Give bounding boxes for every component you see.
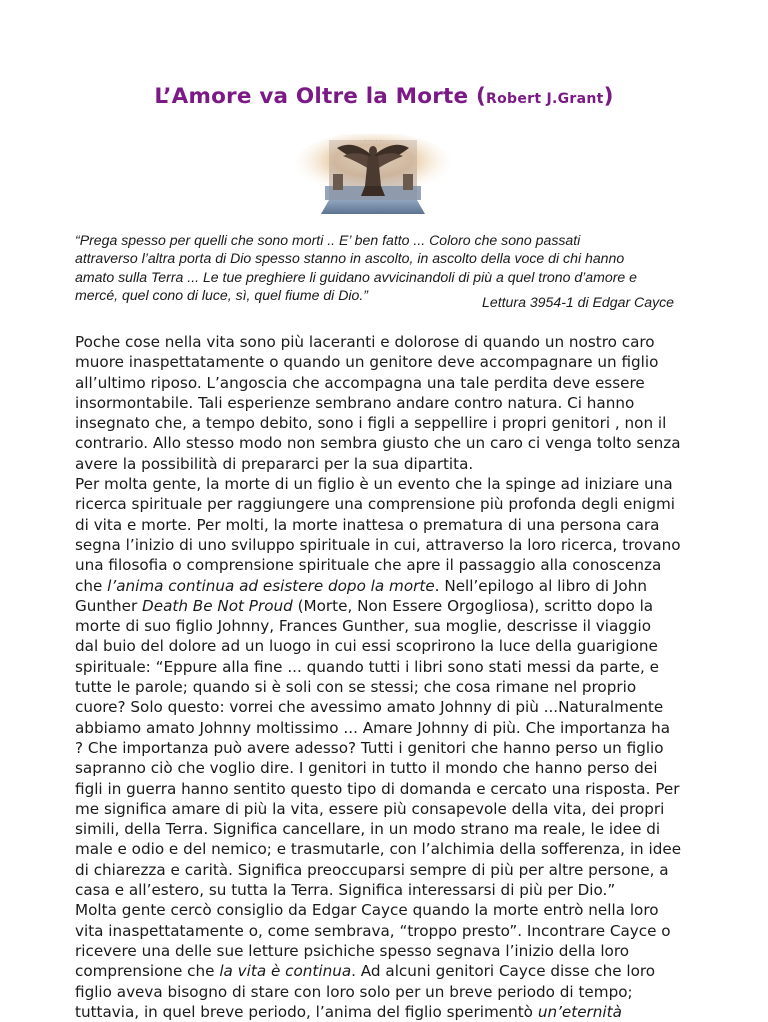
title-author: Robert J.Grant xyxy=(486,91,604,107)
body-line xyxy=(75,961,715,981)
body-line: contrario. Allo stesso modo non sembra giusto che un caro ci venga tolto senza xyxy=(75,434,681,453)
body-line: figlio aveva bisogno di stare con loro solo per un breve periodo di tempo; xyxy=(75,982,633,1001)
body-italic-phrase: l’anima continua ad esistere dopo la morte xyxy=(107,576,435,595)
quote-source: Lettura 3954-1 di Edgar Cayce xyxy=(482,294,674,310)
book-title: Death Be Not Proud xyxy=(142,596,293,615)
body-line: Poche cose nella vita sono più laceranti e dolorose di quando un nostro caro xyxy=(75,333,655,351)
quote-line: mercé, quel cono di luce, sì, quel fiume di Dio.” xyxy=(75,286,368,303)
body-text-segment: (Morte, Non Essere Orgogliosa), scritto dopo la xyxy=(292,596,654,615)
body-line: insegnato che, a tempo debito, sono i figli a seppellire i propri genitori , non il xyxy=(75,414,667,433)
body-text-segment: . Nell’epilogo al libro di John xyxy=(434,576,647,595)
body-line: vita inaspettatamente o, come sembrava, “troppo presto”. Incontrare Cayce o xyxy=(75,921,671,940)
body-text-segment: . Ad alcuni genitori Cayce disse che loro xyxy=(351,962,656,981)
body-line: tutte le parole; quando si è soli con se stessi; che cosa rimane nel proprio xyxy=(75,678,637,697)
quote-line: amato sulla Terra ... Le tue preghiere li guidano avvicinandoli di più a quel trono d’amore e xyxy=(75,268,638,285)
body-line: sapranno ciò che voglio dire. I genitori in tutto il mondo che hanno perso dei xyxy=(75,759,658,778)
quote-line: “Prega spesso per quelli che sono morti .. E’ ben fatto ... Coloro che sono passati xyxy=(75,232,581,248)
body-text-segment: comprensione che xyxy=(75,962,220,981)
body-line: ? Che importanza può avere adesso? Tutti i genitori che hanno perso un figlio xyxy=(75,738,664,757)
body-line: Per molta gente, la morte di un figlio è un evento che la spinge ad iniziare una xyxy=(75,475,673,494)
body-line: all’ultimo riposo. L’angoscia che accompagna una tale perdita deve essere xyxy=(75,373,645,392)
body-italic-phrase: un’eternità xyxy=(537,1002,622,1021)
body-line: morte di suo figlio Johnny, Frances Gunther, sua moglie, descrisse il viaggio xyxy=(75,617,652,636)
body-line: male e odio e del nemico; e trasmutarle, con l’alchimia della sofferenza, in idee xyxy=(75,840,682,859)
body-line: spirituale: “Eppure alla fine ... quando tutti i libri sono stati messi da parte, e xyxy=(75,657,659,676)
body-line: figli in guerra hanno sentito questo tipo di domanda e cercato una risposta. Per xyxy=(75,779,680,798)
body-line: casa e all’estero, su tutta la Terra. Significa interessarsi di più per Dio.” xyxy=(75,881,616,900)
body-line: ricerca spirituale per raggiungere una comprensione più profonda degli enigmi xyxy=(75,495,675,514)
body-line: ricevere una delle sue letture psichiche spesso segnava l’inizio della loro xyxy=(75,941,630,960)
quote-line: attraverso l’altra porta di Dio spesso stanno in ascolto, in ascolto della voce di chi hanno xyxy=(75,250,625,267)
body-line xyxy=(75,576,715,596)
article-body xyxy=(75,332,715,1022)
body-line xyxy=(75,1002,715,1022)
body-line: simili, della Terra. Significa cancellare, in un modo strano ma reale, le idee di xyxy=(75,820,661,839)
body-line: muore inaspettatamente o quando un genitore deve accompagnare un figlio xyxy=(75,353,659,372)
angel-statue-illustration xyxy=(289,134,457,214)
body-text-segment: che xyxy=(75,576,108,595)
body-line: insormontabile. Tali esperienze sembrano andare contro natura. Ci hanno xyxy=(75,393,635,412)
document-title xyxy=(0,84,768,109)
body-line xyxy=(75,596,715,616)
body-line: cuore? Solo questo: vorrei che avessimo amato Johnny di più ...Naturalmente xyxy=(75,698,664,717)
body-text-segment: Gunther xyxy=(75,596,143,615)
body-line: segna l’inizio di uno sviluppo spirituale in cui, attraverso la loro ricerca, trovano xyxy=(75,535,681,554)
body-line: una filosofia o comprensione spirituale che apre il passaggio alla conoscenza xyxy=(75,556,662,575)
title-close: ) xyxy=(603,84,614,109)
body-italic-phrase: la vita è continua xyxy=(219,962,352,981)
body-line: di chiarezza e carità. Significa preoccuparsi sempre di più per altre persone, a xyxy=(75,860,669,879)
body-line: abbiamo amato Johnny moltissimo ... Amare Johnny di più. Che importanza ha xyxy=(75,718,671,737)
body-text-segment: tuttavia, in quel breve periodo, l’anima del figlio sperimentò xyxy=(75,1002,538,1021)
body-line: di vita e morte. Per molti, la morte inattesa o prematura di una persona cara xyxy=(75,515,660,534)
body-line: avere la possibilità di prepararci per la sua dipartita. xyxy=(75,454,474,473)
title-main: L’Amore va Oltre la Morte ( xyxy=(154,84,487,109)
body-line: Molta gente cercò consiglio da Edgar Cayce quando la morte entrò nella loro xyxy=(75,901,659,920)
body-line: me significa amare di più la vita, essere più consapevole della vita, dei propri xyxy=(75,799,665,818)
angel-statue-image xyxy=(289,134,457,214)
body-line: dal buio del dolore ad un luogo in cui essi scoprirono la luce della guarigione xyxy=(75,637,658,656)
svg-text:· · · · ·: · · · · · xyxy=(364,138,382,145)
